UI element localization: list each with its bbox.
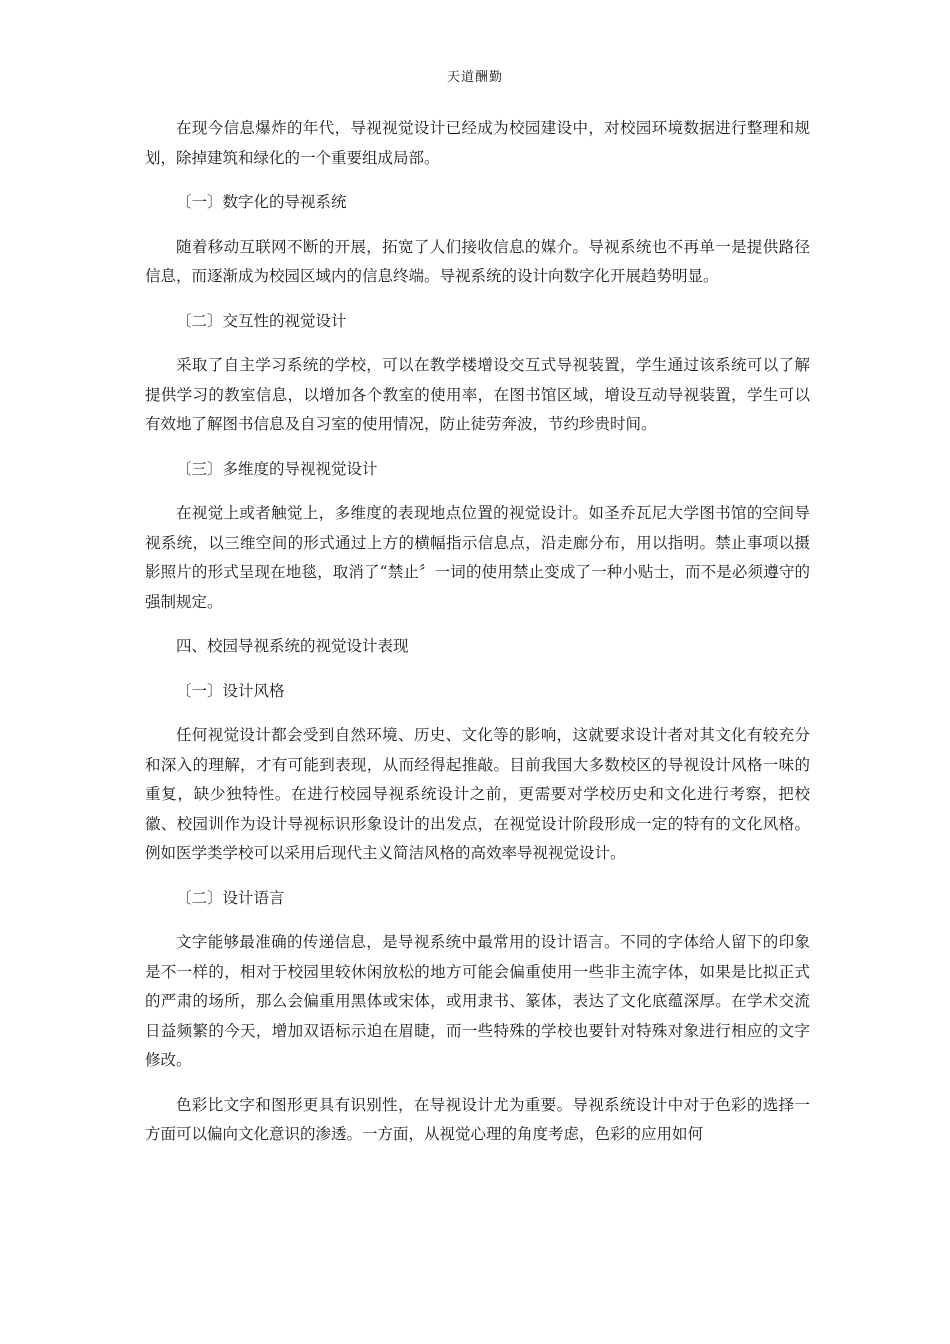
document-body <box>145 114 810 1165</box>
paragraph: 文字能够最准确的传递信息，是导视系统中最常用的设计语言。不同的字体给人留下的印象是不一样的，相对于校园里较休闲放松的地方可能会偏重使用一些非主流字体，如果是比拟正式的严肃的场所，那么会偏重用黑体或宋体，或用隶书、篆体，表达了文化底蕴深厚。在学术交流日益频繁的今天，增加双语标示迫在眉睫，而一些特殊的学校也要针对特殊对象进行相应的文字修改。 <box>145 933 810 1069</box>
chapter-heading: 四、校园导视系统的视觉设计表现 <box>176 637 409 655</box>
section-heading: 〔一〕数字化的导视系统 <box>176 193 347 211</box>
paragraph: 任何视觉设计都会受到自然环境、历史、文化等的影响，这就要求设计者对其文化有较充分和深入的理解，才有可能到表现，从而经得起推敲。目前我国大多数校区的导视设计风格一味的重复，缺少独特性。在进行校园导视系统设计之前，更需要对学校历史和文化进行考察，把校徽、校园训作为设计导视标识形象设计的出发点，在视觉设计阶段形成一定的特有的文化风格。例如医学类学校可以采用后现代主义简洁风格的高效率导视视觉设计。 <box>145 726 810 862</box>
section-heading: 〔一〕设计风格 <box>176 681 285 700</box>
paragraph: 在现今信息爆炸的年代，导视视觉设计已经成为校园建设中，对校园环境数据进行整理和规划，除掉建筑和绿化的一个重要组成局部。 <box>145 119 810 167</box>
section-heading: 〔二〕交互性的视觉设计 <box>176 311 347 330</box>
section-heading: 〔三〕多维度的导视视觉设计 <box>176 459 378 478</box>
paragraph: 采取了自主学习系统的学校，可以在教学楼增设交互式导视装置，学生通过该系统可以了解提供学习的教室信息，以增加各个教室的使用率，在图书馆区域，增设互动导视装置，学生可以有效地了解图书信息及自习室的使用情况，防止徒劳奔波，节约珍贵时间。 <box>145 356 810 433</box>
page-header: 天道酬勤 <box>446 70 503 85</box>
paragraph: 在视觉上或者触觉上，多维度的表现地点位置的视觉设计。如圣乔瓦尼大学图书馆的空间导视系统，以三维空间的形式通过上方的横幅指示信息点，沿走廊分布，用以指明。禁止事项以摄影照片的形式呈现在地毯，取消了“禁止〞一词的使用禁止变成了一种小贴士，而不是必须遵守的强制规定。 <box>145 504 810 611</box>
paragraph: 随着移动互联网不断的开展，拓宽了人们接收信息的媒介。导视系统也不再单一是提供路径信息，而逐渐成为校园区域内的信息终端。导视系统的设计向数字化开展趋势明显。 <box>145 237 810 285</box>
paragraph: 色彩比文字和图形更具有识别性，在导视设计尤为重要。导视系统设计中对于色彩的选择一方面可以偏向文化意识的渗透。一方面，从视觉心理的角度考虑，色彩的应用如何 <box>145 1095 810 1143</box>
section-heading: 〔二〕设计语言 <box>176 888 285 907</box>
